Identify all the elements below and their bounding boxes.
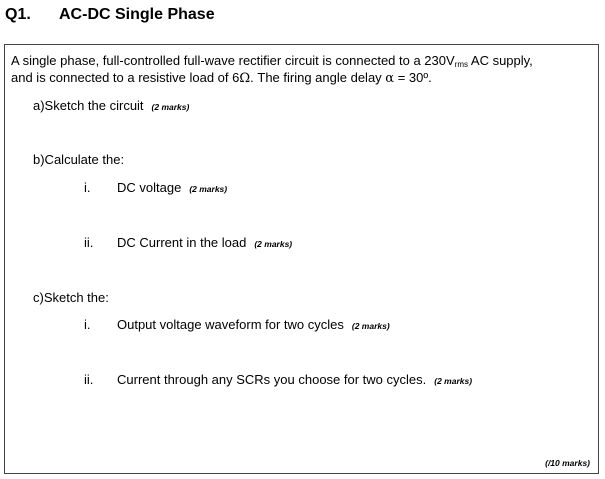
part-a: [33, 98, 189, 115]
question-number: Q1.: [5, 6, 31, 23]
part-c-item-1-number: i.: [84, 317, 91, 332]
part-c-item-1-marks: (2 marks): [351, 321, 390, 331]
part-c-item-2: Current through any SCRs you choose for two cycles. (2 marks): [117, 372, 473, 387]
question-box: [4, 44, 599, 474]
part-b-item-1-marks: (2 marks): [189, 184, 228, 194]
ohm-symbol: Ω: [239, 71, 251, 86]
rms-subscript: rms: [454, 60, 468, 69]
part-c-item-1: Output voltage waveform for two cycles (2 marks): [117, 317, 390, 332]
part-b-item-1: DC voltage (2 marks): [117, 180, 228, 195]
part-a-marks: (2 marks): [151, 102, 190, 112]
part-c-item-2-marks: (2 marks): [434, 376, 473, 386]
intro-line-2: and is connected to a resistive load of 6Ω. The firing angle delay α = 30º.: [11, 70, 432, 86]
alpha-symbol: α: [385, 71, 395, 86]
part-a-label: a)Sketch the circuit: [33, 98, 144, 113]
part-c-label: c)Sketch the:: [33, 290, 109, 305]
total-marks: (/10 marks): [545, 458, 590, 468]
intro-line-1: A single phase, full-controlled full-wave rectifier circuit is connected to a $230V_{rms}$ AC supply,: [11, 53, 533, 69]
part-b-item-2-marks: (2 marks): [254, 239, 293, 249]
part-c-item-2-number: ii.: [84, 372, 94, 387]
part-b-label: b)Calculate the:: [33, 152, 125, 167]
question-header: [5, 4, 215, 26]
question-title: AC-DC Single Phase: [59, 6, 215, 23]
part-b-item-2: DC Current in the load (2 marks): [117, 235, 293, 250]
part-b-item-1-number: i.: [84, 180, 91, 195]
part-b-item-2-number: ii.: [84, 235, 94, 250]
